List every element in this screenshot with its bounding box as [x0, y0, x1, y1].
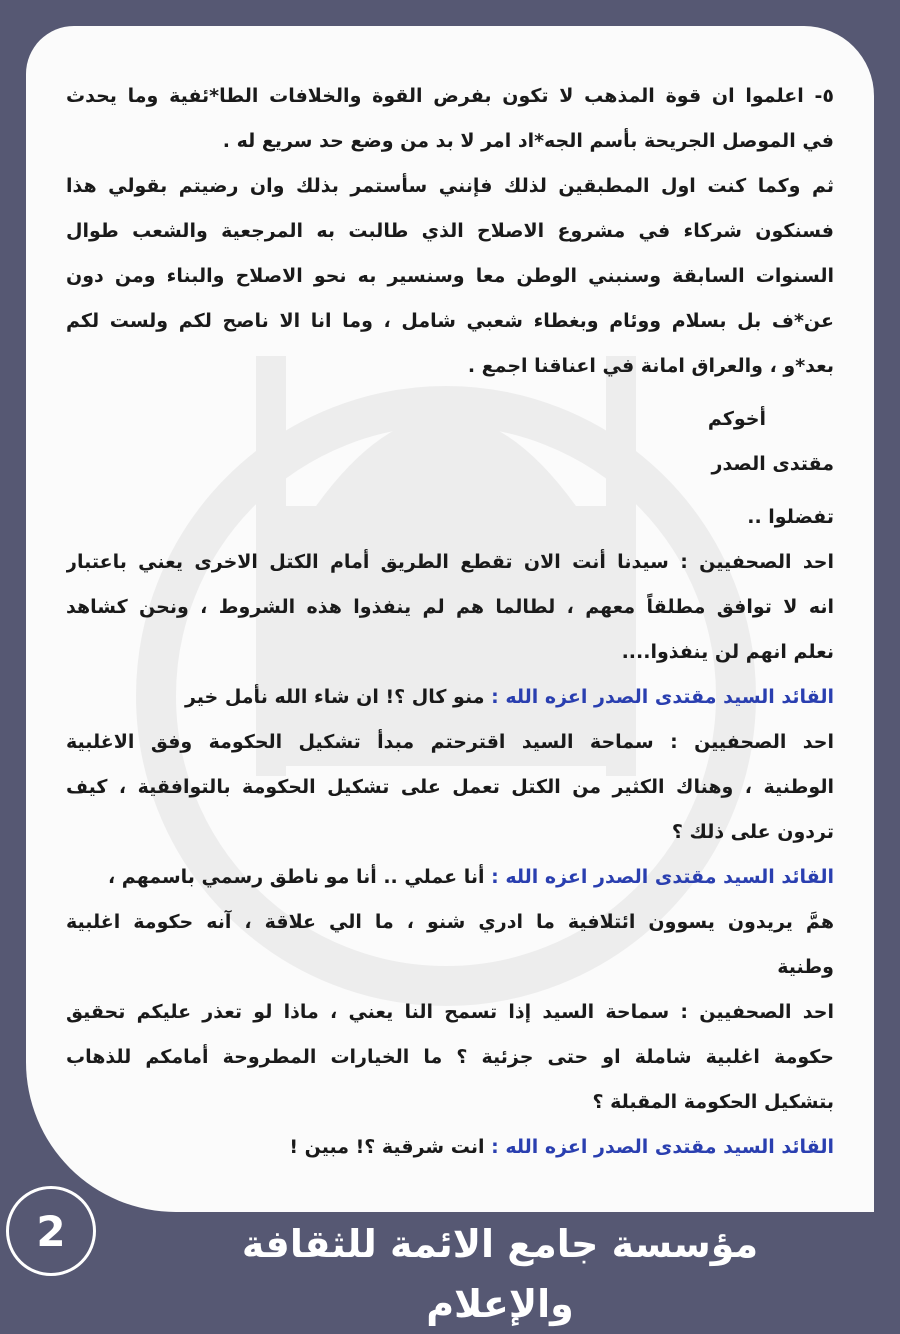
- question-line: نعلم انهم لن ينفذوا....: [621, 641, 834, 663]
- question-line: احد الصحفيين : سماحة السيد اقترحتم مبدأ تشكيل الحكومة وفق الاغلبية: [66, 731, 834, 753]
- question-line: تردون على ذلك ؟: [671, 821, 834, 843]
- paragraph-line: ثم وكما كنت اول المطبقين لذلك فإنني سأستمر بذلك وان رضيتم بقولي هذا: [66, 175, 834, 197]
- page-card: [26, 26, 874, 1212]
- page-number-badge: 2: [6, 1186, 96, 1276]
- invite-line: تفضلوا ..: [747, 506, 834, 528]
- paragraph-line: السنوات السابقة وسنبني الوطن معا وسنسير به نحو الاصلاح والبناء ومن دون: [66, 265, 834, 287]
- paragraph-line: ٥- اعلموا ان قوة المذهب لا تكون بفرض القوة والخلافات الطا*ئفية وما يحدث: [66, 85, 834, 107]
- speaker-label: القائد السيد مقتدى الصدر اعزه الله :: [491, 866, 834, 888]
- answer-text: انت شرقية ؟! مبين !: [289, 1136, 492, 1158]
- speaker-label: القائد السيد مقتدى الصدر اعزه الله :: [491, 686, 834, 708]
- question-line: احد الصحفيين : سيدنا أنت الان تقطع الطريق أمام الكتل الاخرى يعني باعتبار: [66, 551, 834, 573]
- answer-line: [66, 675, 834, 720]
- signature-name: مقتدى الصدر: [711, 453, 834, 475]
- question-line: حكومة اغلبية شاملة او حتى جزئية ؟ ما الخيارات المطروحة أمامكم للذهاب: [66, 1046, 834, 1068]
- question-line: الوطنية ، وهناك الكثير من الكتل تعمل على تشكيل الحكومة بالتوافقية ، كيف: [66, 776, 834, 798]
- question-line: انه لا توافق مطلقاً معهم ، لطالما هم لم ينفذوا هذه الشروط ، ونحن كشاهد: [66, 596, 834, 618]
- answer-line: [66, 855, 834, 900]
- paragraph-line: في الموصل الجريحة بأسم الجه*اد امر لا بد من وضع حد سريع له .: [222, 130, 834, 152]
- signature-greeting: أخوكم: [707, 408, 766, 430]
- question-line: احد الصحفيين : سماحة السيد إذا تسمح النا يعني ، ماذا لو تعذر عليكم تحقيق: [66, 1001, 834, 1023]
- document-body: [66, 74, 834, 1170]
- footer-title: مؤسسة جامع الائمة للثقافة والإعلام: [241, 1222, 759, 1326]
- paragraph-line: فسنكون شركاء في مشروع الاصلاح الذي طالبت به المرجعية والشعب طوال: [66, 220, 834, 242]
- answer-line: [66, 1125, 834, 1170]
- speaker-label: القائد السيد مقتدى الصدر اعزه الله :: [491, 1136, 834, 1158]
- answer-line: همَّ يريدون يسوون ائتلافية ما ادري شنو ، ما الي علاقة ، آنه حكومة اغلبية: [66, 911, 834, 933]
- question-line: بتشكيل الحكومة المقبلة ؟: [592, 1091, 834, 1113]
- answer-line: وطنية: [777, 956, 834, 978]
- answer-text: منو كال ؟! ان شاء الله نأمل خير: [184, 686, 492, 708]
- answer-text: أنا عملي .. أنا مو ناطق رسمي باسمهم ،: [107, 866, 492, 888]
- paragraph-line: عن*ف بل بسلام ووئام وبغطاء شعبي شامل ، وما انا الا ناصح لكم ولست لكم: [66, 310, 834, 332]
- paragraph-line: بعد*و ، والعراق امانة في اعناقنا اجمع .: [467, 355, 834, 377]
